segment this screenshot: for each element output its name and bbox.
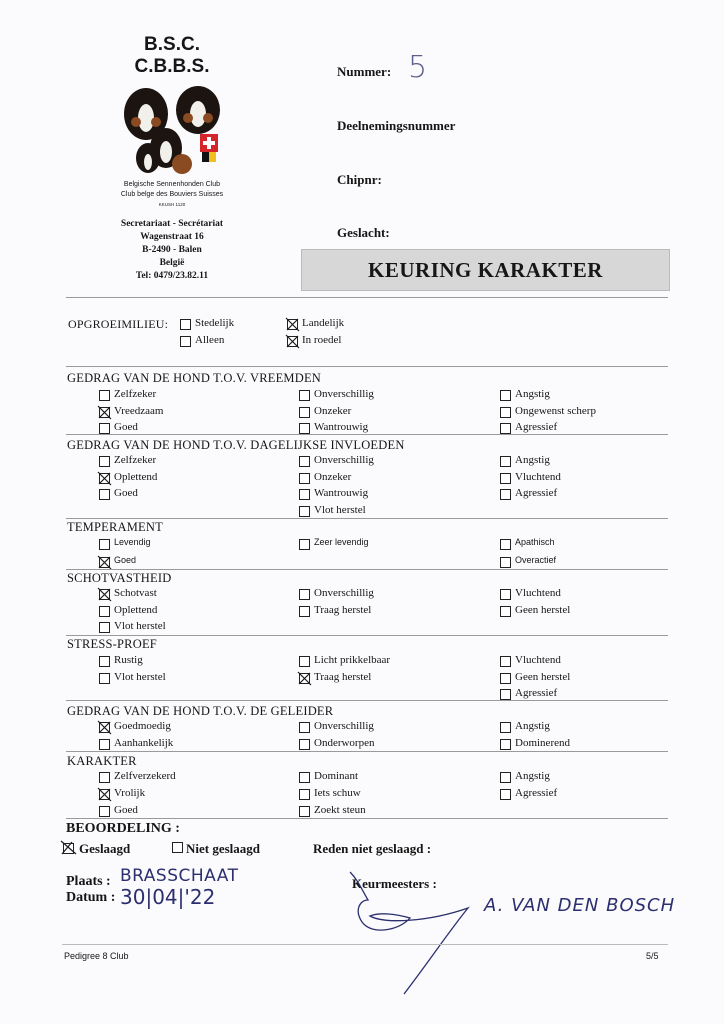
option-label: Goed bbox=[114, 804, 138, 816]
licht-prikkelbaar-checkbox[interactable] bbox=[299, 656, 310, 667]
beoordeling-title: BEOORDELING : bbox=[66, 821, 180, 836]
form-title: KEURING KARAKTER bbox=[301, 249, 670, 291]
angstig-checkbox[interactable] bbox=[500, 390, 511, 401]
chipnr-label: Chipnr: bbox=[337, 172, 382, 187]
traag-herstel-checkbox[interactable] bbox=[299, 606, 310, 617]
alleen-checkbox[interactable] bbox=[180, 336, 191, 347]
oplettend-checkbox[interactable] bbox=[99, 606, 110, 617]
option-label: Landelijk bbox=[302, 317, 345, 329]
option-label: Zoekt steun bbox=[314, 804, 366, 816]
iets-schuw-checkbox[interactable] bbox=[299, 789, 310, 800]
deelnemingsnummer-label: Deelnemingsnummer bbox=[337, 118, 456, 133]
option-label: Overactief bbox=[515, 555, 557, 565]
overactief-checkbox[interactable] bbox=[500, 557, 511, 568]
footer-divider bbox=[62, 944, 668, 945]
plaats-value: BRASSCHAAT bbox=[120, 866, 239, 886]
vlot-herstel-checkbox[interactable] bbox=[299, 506, 310, 517]
zelfzeker-checkbox[interactable] bbox=[99, 390, 110, 401]
club-names bbox=[100, 180, 244, 210]
cross-mark-icon bbox=[286, 318, 299, 331]
zoekt-steun-checkbox[interactable] bbox=[299, 806, 310, 817]
geen-herstel-checkbox[interactable] bbox=[500, 606, 511, 617]
niet-geslaagd-checkbox[interactable] bbox=[172, 842, 183, 853]
option-label: Agressief bbox=[515, 787, 558, 799]
section-divider bbox=[66, 635, 668, 636]
section-divider bbox=[66, 700, 668, 701]
angstig-checkbox[interactable] bbox=[500, 456, 511, 467]
option-label: Aanhankelijk bbox=[114, 737, 174, 749]
option-label: Onzeker bbox=[314, 405, 352, 417]
geen-herstel-checkbox[interactable] bbox=[500, 673, 511, 684]
option-label: Dominant bbox=[314, 770, 358, 782]
option-label: Traag herstel bbox=[314, 671, 372, 683]
option-label: Zelfzeker bbox=[114, 454, 157, 466]
wantrouwig-checkbox[interactable] bbox=[299, 489, 310, 500]
section-divider bbox=[66, 751, 668, 752]
option-label: Zelfzeker bbox=[114, 388, 157, 400]
section-divider bbox=[66, 518, 668, 519]
option-label: Oplettend bbox=[114, 471, 158, 483]
cross-mark-icon bbox=[98, 721, 111, 734]
angstig-checkbox[interactable] bbox=[500, 722, 511, 733]
divider bbox=[66, 818, 668, 819]
onverschillig-checkbox[interactable] bbox=[299, 390, 310, 401]
club-short-1: B.S.C. bbox=[144, 34, 200, 55]
option-label: Angstig bbox=[515, 388, 550, 400]
goed-checkbox[interactable] bbox=[99, 423, 110, 434]
option-label: Vlot herstel bbox=[114, 620, 166, 632]
oplettend-checkbox[interactable] bbox=[99, 473, 110, 484]
section-title-gedrag-van-de-hond-t-o-v-de-geleider: GEDRAG VAN DE HOND T.O.V. DE GELEIDER bbox=[67, 704, 334, 718]
onverschillig-checkbox[interactable] bbox=[299, 722, 310, 733]
club-short-name bbox=[112, 34, 232, 78]
option-label: Rustig bbox=[114, 654, 143, 666]
section-divider bbox=[66, 434, 668, 435]
option-label: Angstig bbox=[515, 720, 550, 732]
agressief-checkbox[interactable] bbox=[500, 489, 511, 500]
section-title-gedrag-van-de-hond-t-o-v-vreemden: GEDRAG VAN DE HOND T.O.V. VREEMDEN bbox=[67, 371, 322, 385]
in-roedel-checkbox[interactable] bbox=[287, 336, 298, 347]
geslaagd-checkbox[interactable] bbox=[63, 843, 74, 854]
agressief-checkbox[interactable] bbox=[500, 789, 511, 800]
option-label: Ongewenst scherp bbox=[515, 405, 596, 417]
section-divider bbox=[66, 569, 668, 570]
goed-checkbox[interactable] bbox=[99, 557, 110, 568]
club-address bbox=[100, 218, 244, 283]
option-label: Vluchtend bbox=[515, 587, 561, 599]
section-title-karakter: KARAKTER bbox=[67, 754, 137, 768]
cross-mark-icon bbox=[62, 842, 75, 855]
dominerend-checkbox[interactable] bbox=[500, 739, 511, 750]
option-label: Iets schuw bbox=[314, 787, 361, 799]
agressief-checkbox[interactable] bbox=[500, 423, 511, 434]
cross-mark-icon bbox=[98, 788, 111, 801]
option-label: Onverschillig bbox=[314, 388, 374, 400]
cross-mark-icon bbox=[98, 406, 111, 419]
vluchtend-checkbox[interactable] bbox=[500, 656, 511, 667]
dominant-checkbox[interactable] bbox=[299, 772, 310, 783]
option-label: Geen herstel bbox=[515, 604, 571, 616]
option-label: Alleen bbox=[195, 334, 225, 346]
agressief-checkbox[interactable] bbox=[500, 689, 511, 700]
zelfzeker-checkbox[interactable] bbox=[99, 456, 110, 467]
street: Wagenstraat 16 bbox=[140, 232, 204, 242]
option-label: Agressief bbox=[515, 687, 558, 699]
datum-value: 30|04|'22 bbox=[120, 885, 216, 909]
option-label: Zeer levendig bbox=[314, 537, 369, 547]
option-label: Onzeker bbox=[314, 471, 352, 483]
option-label: Onderworpen bbox=[314, 737, 375, 749]
option-label: Angstig bbox=[515, 454, 550, 466]
option-label: Onverschillig bbox=[314, 587, 374, 599]
levendig-checkbox[interactable] bbox=[99, 539, 110, 550]
nummer-value: 5 bbox=[408, 50, 428, 85]
vlot-herstel-checkbox[interactable] bbox=[99, 622, 110, 633]
option-label: Vrolijk bbox=[114, 787, 146, 799]
option-label: Vluchtend bbox=[515, 471, 561, 483]
landelijk-checkbox[interactable] bbox=[287, 319, 298, 330]
keurmeesters-label: Keurmeesters : bbox=[352, 876, 437, 891]
option-label: Vreedzaam bbox=[114, 405, 164, 417]
option-label: Goed bbox=[114, 487, 138, 499]
reden-niet-geslaagd-label: Reden niet geslaagd : bbox=[313, 841, 432, 856]
option-label: Apathisch bbox=[515, 537, 555, 547]
onverschillig-checkbox[interactable] bbox=[299, 589, 310, 600]
goed-checkbox[interactable] bbox=[99, 806, 110, 817]
option-label: Geen herstel bbox=[515, 671, 571, 683]
option-label: Licht prikkelbaar bbox=[314, 654, 391, 666]
footer-club: Pedigree 8 Club bbox=[64, 951, 129, 961]
rustig-checkbox[interactable] bbox=[99, 656, 110, 667]
kkush-number: KKUSH 1120 bbox=[158, 202, 186, 207]
option-label: Vluchtend bbox=[515, 654, 561, 666]
judge-signature-icon bbox=[340, 870, 490, 998]
stedelijk-checkbox[interactable] bbox=[180, 319, 191, 330]
option-label: Vlot herstel bbox=[314, 504, 366, 516]
secretariat: Secretariaat - Secrétariat bbox=[120, 219, 224, 229]
aanhankelijk-checkbox[interactable] bbox=[99, 739, 110, 750]
footer-page-number: 5/5 bbox=[646, 951, 659, 961]
plaats-label: Plaats : bbox=[66, 874, 111, 889]
wantrouwig-checkbox[interactable] bbox=[299, 423, 310, 434]
vluchtend-checkbox[interactable] bbox=[500, 589, 511, 600]
datum-label: Datum : bbox=[66, 890, 116, 905]
schotvast-checkbox[interactable] bbox=[99, 589, 110, 600]
option-label: Angstig bbox=[515, 770, 550, 782]
option-label: Oplettend bbox=[114, 604, 158, 616]
cross-mark-icon bbox=[98, 472, 111, 485]
club-name-nl: Belgische Sennenhonden Club bbox=[123, 181, 221, 188]
apathisch-checkbox[interactable] bbox=[500, 539, 511, 550]
option-label: Agressief bbox=[515, 487, 558, 499]
onderworpen-checkbox[interactable] bbox=[299, 739, 310, 750]
option-label: Schotvast bbox=[114, 587, 157, 599]
section-title-temperament: TEMPERAMENT bbox=[67, 520, 163, 534]
vreedzaam-checkbox[interactable] bbox=[99, 407, 110, 418]
section-title-gedrag-van-de-hond-t-o-v-dagelijkse-invloeden: GEDRAG VAN DE HOND T.O.V. DAGELIJKSE INVLOEDEN bbox=[67, 438, 405, 452]
vrolijk-checkbox[interactable] bbox=[99, 789, 110, 800]
option-label: Goed bbox=[114, 421, 138, 433]
telephone: Tel: 0479/23.82.11 bbox=[135, 271, 209, 281]
geslaagd-label: Geslaagd bbox=[79, 841, 131, 856]
cross-mark-icon bbox=[98, 588, 111, 601]
ongewenst-scherp-checkbox[interactable] bbox=[500, 407, 511, 418]
option-label: In roedel bbox=[302, 334, 342, 346]
option-label: Goedmoedig bbox=[114, 720, 171, 732]
onverschillig-checkbox[interactable] bbox=[299, 456, 310, 467]
option-label: Zelfverzekerd bbox=[114, 770, 176, 782]
option-label: Wantrouwig bbox=[314, 487, 369, 499]
angstig-checkbox[interactable] bbox=[500, 772, 511, 783]
option-label: Onverschillig bbox=[314, 454, 374, 466]
option-label: Goed bbox=[114, 555, 137, 565]
onzeker-checkbox[interactable] bbox=[299, 407, 310, 418]
option-label: Wantrouwig bbox=[314, 421, 369, 433]
bernese-dogs-logo-icon bbox=[122, 84, 222, 176]
city: B-2490 - Balen bbox=[142, 245, 202, 255]
judge-name: A. VAN DEN BOSCH bbox=[484, 895, 676, 916]
option-label: Dominerend bbox=[515, 737, 570, 749]
section-divider bbox=[66, 366, 668, 367]
option-label: Vlot herstel bbox=[114, 671, 166, 683]
club-logo bbox=[122, 84, 222, 176]
zelfverzekerd-checkbox[interactable] bbox=[99, 772, 110, 783]
option-label: Onverschillig bbox=[314, 720, 374, 732]
option-label: Traag herstel bbox=[314, 604, 372, 616]
section-title-schotvastheid: SCHOTVASTHEID bbox=[67, 571, 172, 585]
traag-herstel-checkbox[interactable] bbox=[299, 673, 310, 684]
country: België bbox=[159, 258, 185, 268]
zeer-levendig-checkbox[interactable] bbox=[299, 539, 310, 550]
option-label: Levendig bbox=[114, 537, 151, 547]
vlot-herstel-checkbox[interactable] bbox=[99, 673, 110, 684]
section-title-stress-proef: STRESS-PROEF bbox=[67, 637, 157, 651]
option-label: Stedelijk bbox=[195, 317, 235, 329]
vluchtend-checkbox[interactable] bbox=[500, 473, 511, 484]
onzeker-checkbox[interactable] bbox=[299, 473, 310, 484]
cross-mark-icon bbox=[98, 556, 111, 569]
club-name-fr: Club belge des Bouviers Suisses bbox=[120, 191, 224, 198]
divider bbox=[66, 297, 668, 298]
option-label: Agressief bbox=[515, 421, 558, 433]
cross-mark-icon bbox=[286, 335, 299, 348]
cross-mark-icon bbox=[298, 672, 311, 685]
goedmoedig-checkbox[interactable] bbox=[99, 722, 110, 733]
club-short-2: C.B.B.S. bbox=[134, 56, 210, 77]
opgroeimilieu-label: OPGROEIMILIEU: bbox=[68, 317, 169, 331]
goed-checkbox[interactable] bbox=[99, 489, 110, 500]
nummer-label: Nummer: bbox=[337, 64, 392, 79]
niet-geslaagd-label: Niet geslaagd bbox=[186, 841, 261, 856]
geslacht-label: Geslacht: bbox=[337, 225, 390, 240]
